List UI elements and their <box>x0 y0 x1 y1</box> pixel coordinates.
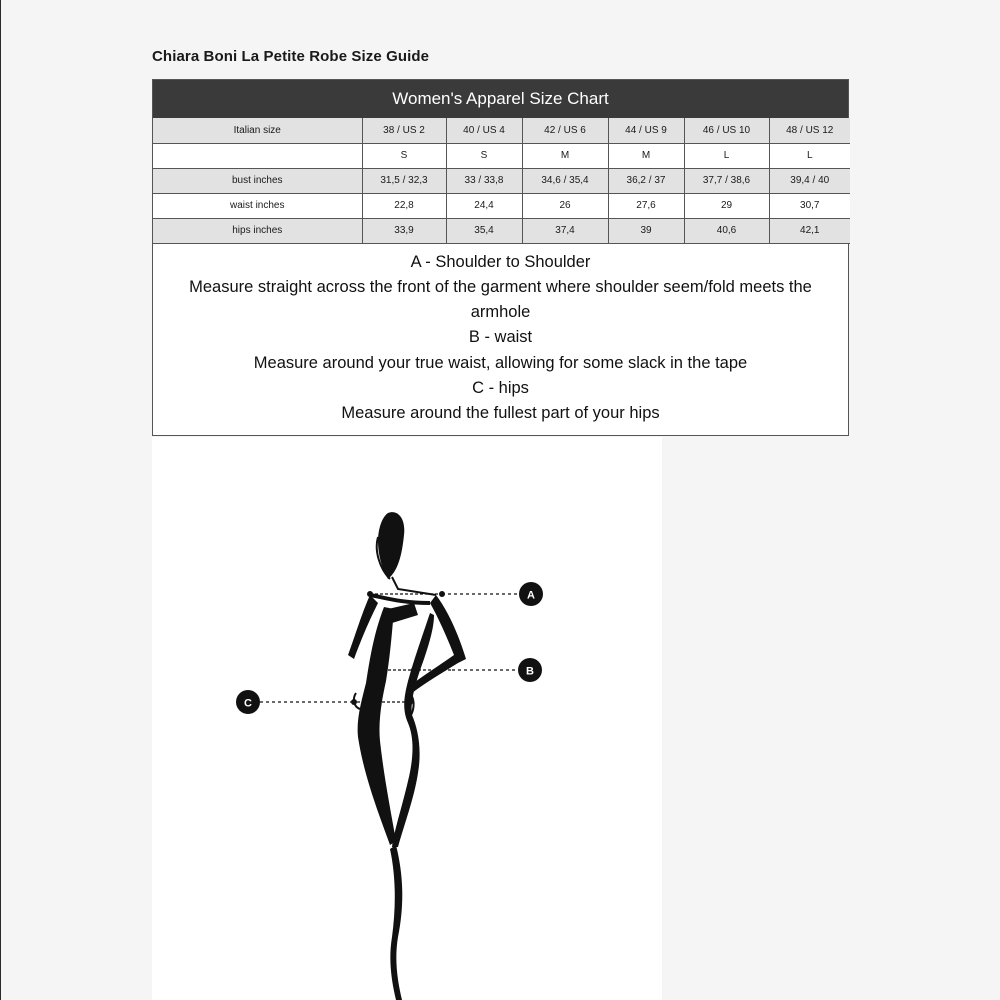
instruction-c-text: Measure around the fullest part of your hips <box>341 404 660 423</box>
size-table-row-label: hips inches <box>153 218 362 243</box>
size-table-cell: 40 / US 4 <box>446 118 522 143</box>
size-table-cell: S <box>446 143 522 168</box>
size-table-cell: 44 / US 9 <box>608 118 684 143</box>
size-table-cell: 30,7 <box>769 193 850 218</box>
figure-leg <box>390 845 402 1000</box>
size-table-cell: M <box>608 143 684 168</box>
size-table-row-label: waist inches <box>153 193 362 218</box>
size-table-cell: 42,1 <box>769 218 850 243</box>
window-left-border <box>0 0 1 1000</box>
size-table-cell: 40,6 <box>684 218 769 243</box>
size-chart <box>152 79 849 436</box>
size-table-row <box>153 168 850 193</box>
size-table-row <box>153 218 850 243</box>
size-table-row-label: bust inches <box>153 168 362 193</box>
size-table <box>153 118 850 244</box>
size-table-cell: 24,4 <box>446 193 522 218</box>
measurement-instructions <box>153 244 848 427</box>
size-table-cell: 37,7 / 38,6 <box>684 168 769 193</box>
instruction-b-heading: B - waist <box>468 328 533 347</box>
figure-torso-right <box>392 613 434 847</box>
waist-point-left <box>370 667 376 673</box>
size-table-cell: 38 / US 2 <box>362 118 446 143</box>
figure-neckline <box>388 603 418 623</box>
hips-point-right <box>407 699 413 705</box>
instruction-a-heading: A - Shoulder to Shoulder <box>410 252 591 271</box>
size-table-cell: 34,6 / 35,4 <box>522 168 608 193</box>
size-table-cell: 31,5 / 32,3 <box>362 168 446 193</box>
size-table-cell: 46 / US 10 <box>684 118 769 143</box>
size-table-cell: L <box>684 143 769 168</box>
instruction-a-text: Measure straight across the front of the garment where shoulder seem/fold meets the armhole <box>189 277 812 322</box>
marker-a-label: A <box>527 589 535 602</box>
figure-torso-left <box>358 607 396 845</box>
size-chart-title: Women's Apparel Size Chart <box>153 80 848 118</box>
waist-point-right <box>411 667 417 673</box>
size-table-cell: L <box>769 143 850 168</box>
size-table-cell: 48 / US 12 <box>769 118 850 143</box>
size-table-row <box>153 118 850 143</box>
marker-b-label: B <box>526 665 534 678</box>
marker-c-label: C <box>244 697 252 710</box>
size-table-cell: M <box>522 143 608 168</box>
size-table-cell: 33,9 <box>362 218 446 243</box>
size-table-cell: 37,4 <box>522 218 608 243</box>
hips-point-left <box>351 699 357 705</box>
shoulder-point-left <box>367 591 373 597</box>
size-table-cell: 33 / 33,8 <box>446 168 522 193</box>
size-table-cell: 42 / US 6 <box>522 118 608 143</box>
size-table-row-label <box>153 143 362 168</box>
size-table-cell: 35,4 <box>446 218 522 243</box>
instruction-b-text: Measure around your true waist, allowing for some slack in the tape <box>253 353 748 372</box>
page-title: Chiara Boni La Petite Robe Size Guide <box>152 48 430 65</box>
size-table-cell: 29 <box>684 193 769 218</box>
fashion-sketch-figure <box>152 437 662 1000</box>
instruction-c-heading: C - hips <box>472 378 529 397</box>
size-table-cell: 39,4 / 40 <box>769 168 850 193</box>
figure-shoulder-line <box>370 595 430 603</box>
size-table-cell: 27,6 <box>608 193 684 218</box>
size-table-cell: 22,8 <box>362 193 446 218</box>
size-table-cell: 26 <box>522 193 608 218</box>
size-table-row-label: Italian size <box>153 118 362 143</box>
size-table-cell: 36,2 / 37 <box>608 168 684 193</box>
figure-neck <box>392 577 436 595</box>
measurement-figure-panel <box>152 437 662 1000</box>
size-table-row <box>153 193 850 218</box>
size-table-row <box>153 143 850 168</box>
size-table-cell: S <box>362 143 446 168</box>
size-table-cell: 39 <box>608 218 684 243</box>
